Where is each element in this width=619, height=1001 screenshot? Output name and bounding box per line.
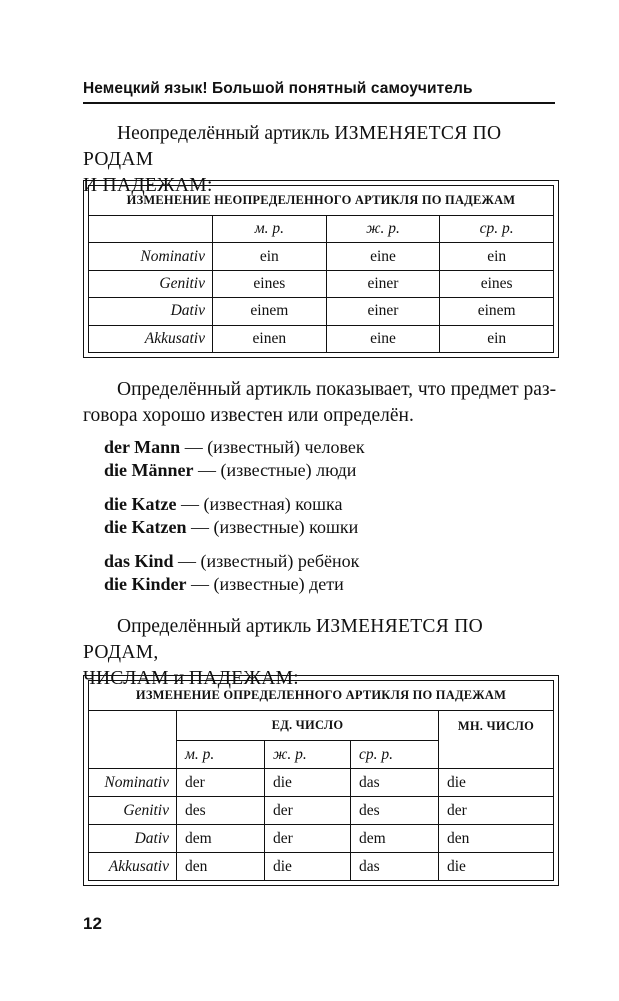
table-row: Akkusativ einen eine ein	[89, 325, 554, 352]
table-row: Nominativ ein eine ein	[89, 243, 554, 270]
example-line: die Katzen — (известные) кошки	[104, 517, 359, 537]
header-neuter: ср. р.	[351, 741, 439, 769]
table-row: Akkusativ den die das die	[89, 853, 554, 881]
table-row: Nominativ der die das die	[89, 769, 554, 797]
header-empty-cell	[89, 711, 177, 769]
header-feminine: ж. р.	[326, 216, 440, 243]
example-line: das Kind — (известный) ребёнок	[104, 551, 360, 571]
table-row: Genitiv eines einer eines	[89, 270, 554, 297]
running-header: Немецкий язык! Большой понятный самоучитель	[83, 80, 555, 104]
page-number: 12	[83, 914, 102, 933]
table-row: Dativ einem einer einem	[89, 298, 554, 325]
header-feminine: ж. р.	[265, 741, 351, 769]
header-plural: МН. ЧИСЛО	[439, 711, 554, 769]
header-masculine: м. р.	[213, 216, 327, 243]
header-singular: ЕД. ЧИСЛО	[177, 711, 439, 741]
header-neuter: ср. р.	[440, 216, 554, 243]
header-masculine: м. р.	[177, 741, 265, 769]
example-line: die Männer — (известные) люди	[104, 460, 357, 480]
intro-paragraph-indefinite: Неопределённый артикль ИЗМЕНЯЕТСЯ ПО РОДАМ И ПАДЕЖАМ:	[83, 123, 502, 196]
example-line: die Katze — (известная) кошка	[104, 494, 343, 514]
table-title: ИЗМЕНЕНИЕ ОПРЕДЕЛЕННОГО АРТИКЛЯ ПО ПАДЕЖАМ	[89, 681, 554, 711]
table-row: Dativ dem der dem den	[89, 825, 554, 853]
intro-paragraph-definite-changes: Определённый артикль ИЗМЕНЯЕТСЯ ПО РОДАМ, ЧИСЛАМ и ПАДЕЖАМ:	[83, 616, 483, 689]
indefinite-article-table	[83, 180, 559, 358]
table-title: ИЗМЕНЕНИЕ НЕОПРЕДЕЛЕННОГО АРТИКЛЯ ПО ПАДЕЖАМ	[89, 186, 554, 216]
header-empty-cell	[89, 216, 213, 243]
example-line: die Kinder — (известные) дети	[104, 574, 344, 594]
example-line: der Mann — (известный) человек	[104, 437, 365, 457]
table-row: Genitiv des der des der	[89, 797, 554, 825]
definite-article-table	[83, 675, 559, 886]
intro-paragraph-definite: Определённый артикль показывает, что предмет раз- говора хорошо известен или определён.	[83, 379, 557, 426]
